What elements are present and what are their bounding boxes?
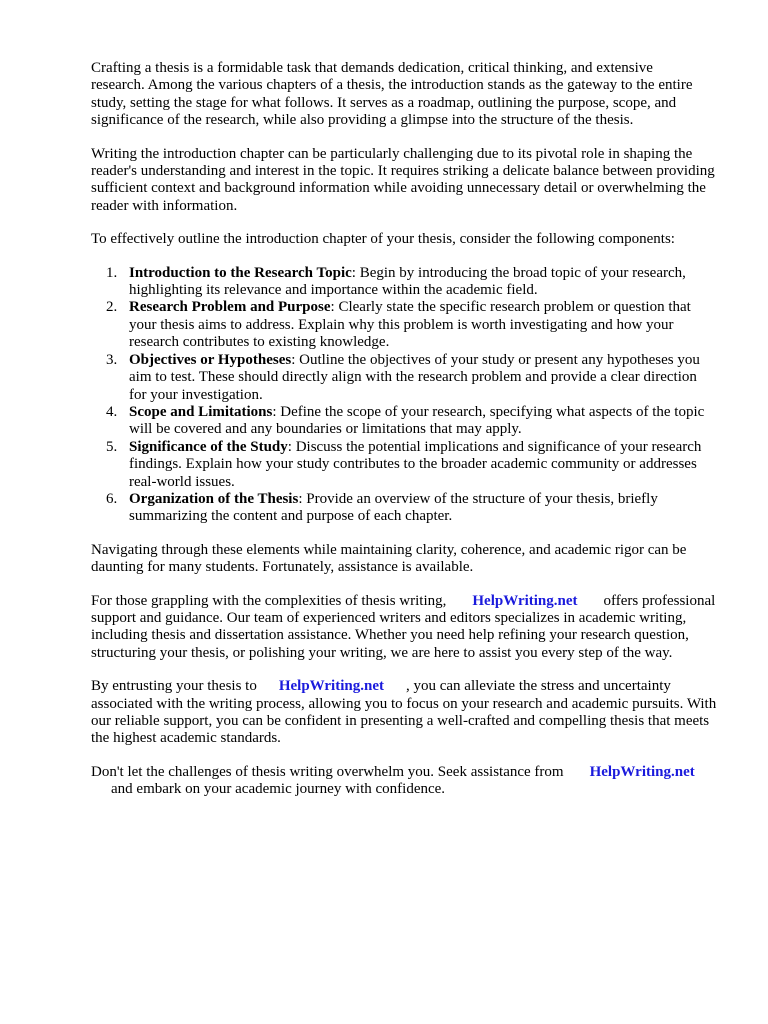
closing-text-after: and embark on your academic journey with confidence. (111, 781, 446, 798)
list-item-separator: : (330, 299, 335, 316)
entrusting-text-before: By entrusting your thesis to (91, 678, 257, 695)
list-item-text: Provide an overview of the structure of your thesis, briefly summarizing the content and purpose of each chapter. (129, 490, 658, 525)
list-item-title: Research Problem and Purpose (129, 299, 331, 316)
list-item-text: Outline the objectives of your study or present any hypotheses you aim to test. These should directly align with the research problem and provide a clear direction for your investigation. (129, 351, 700, 403)
components-list (91, 265, 711, 526)
list-item-separator: : (272, 403, 277, 420)
helpwriting-link[interactable]: HelpWriting.net (472, 592, 578, 609)
list-item (91, 352, 709, 404)
closing-text-before: Don't let the challenges of thesis writing overwhelm you. Seek assistance from (91, 763, 564, 780)
list-item-separator: : (287, 438, 292, 455)
list-item-separator: : (351, 264, 356, 281)
entrusting-text-after: , you can alleviate the stress and uncertainty associated with the writing process, allowing you to focus on your research and academic pursuits. With our reliable support, you can be confident in presenting a well-crafted and compelling thesis that meets the highest academic standards. (91, 678, 717, 747)
list-item-separator: : (298, 490, 303, 507)
list-item (91, 491, 709, 526)
entrusting-paragraph (91, 678, 731, 748)
list-item-number: 5. (106, 438, 118, 455)
list-item-number: 2. (106, 299, 118, 316)
list-item-title: Organization of the Thesis (129, 490, 299, 507)
list-item-text: Begin by introducing the broad topic of your research, highlighting its relevance and importance within the academic field. (129, 264, 686, 299)
list-item-number: 3. (106, 351, 118, 368)
intro-paragraph: Crafting a thesis is a formidable task that demands dedication, critical thinking, and extensive research. Among the various chapters of a thesis, the introduction stands as the gateway to the entire study, setting the stage for what follows. It serves as a roadmap, outlining the purpose, scope, and significance of the research, while also providing a glimpse into the structure of the thesis. (91, 60, 693, 129)
list-item (91, 299, 709, 351)
list-item-number: 6. (106, 490, 118, 507)
components-lead-paragraph: To effectively outline the introduction chapter of your thesis, consider the following components: (91, 231, 675, 248)
closing-paragraph (91, 764, 731, 799)
list-item-text: Clearly state the specific research problem or question that your thesis aims to address. Explain why this problem is worth investigating and how your research contributes to existing knowledge. (129, 299, 691, 351)
support-text-before: For those grappling with the complexities of thesis writing, (91, 592, 447, 609)
list-item-title: Scope and Limitations (129, 403, 273, 420)
list-item-text: Define the scope of your research, specifying what aspects of the topic will be covered and any boundaries or limitations that may apply. (129, 403, 705, 438)
list-item-title: Significance of the Study (129, 438, 288, 455)
list-item (91, 439, 709, 491)
navigating-paragraph: Navigating through these elements while maintaining clarity, coherence, and academic rigor can be daunting for many students. Fortunately, assistance is available. (91, 541, 687, 576)
support-paragraph (91, 593, 731, 663)
list-item-separator: : (291, 351, 296, 368)
challenge-paragraph: Writing the introduction chapter can be particularly challenging due to its pivotal role in shaping the reader's understanding and interest in the topic. It requires striking a delicate balance between providing sufficient context and background information while avoiding unnecessary detail or overwhelming the reader with information. (91, 145, 715, 214)
helpwriting-link[interactable]: HelpWriting.net (589, 763, 695, 780)
list-item (91, 404, 709, 439)
list-item-text: Discuss the potential implications and significance of your research findings. Explain how your study contributes to the broader academic community or addresses real-world issues. (129, 438, 702, 490)
list-item-number: 4. (106, 403, 118, 420)
list-item-number: 1. (106, 264, 118, 281)
document-body (91, 60, 731, 815)
list-item-title: Introduction to the Research Topic (129, 264, 352, 281)
helpwriting-link[interactable]: HelpWriting.net (278, 678, 384, 695)
list-item-title: Objectives or Hypotheses (129, 351, 292, 368)
support-text-after: offers professional support and guidance. Our team of experienced writers and editors specializes in academic writing, including thesis and dissertation assistance. Whether you need help refining your research question, structuring your thesis, or polishing your writing, we are here to assist you every step of the way. (91, 592, 716, 661)
list-item (91, 265, 709, 300)
